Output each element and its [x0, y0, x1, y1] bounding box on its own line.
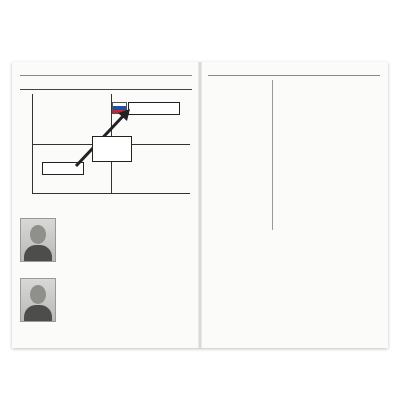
portrait-photo	[20, 218, 56, 262]
callout-box	[92, 136, 132, 162]
right-page	[200, 62, 388, 348]
biography-1	[20, 216, 192, 272]
header-rule	[208, 75, 380, 76]
portrait-body	[24, 245, 52, 262]
quadrant-figure	[20, 80, 192, 208]
body-text	[208, 80, 380, 342]
portrait-photo	[20, 278, 56, 322]
left-page	[12, 62, 200, 348]
portrait-head	[30, 225, 46, 244]
figure-title	[20, 80, 192, 90]
biography-name	[60, 277, 192, 286]
y-axis-label	[21, 104, 29, 194]
header-rule	[20, 75, 192, 76]
quadrant-plot	[32, 94, 190, 194]
x-axis-label	[32, 197, 190, 205]
book-spread	[12, 62, 388, 348]
running-header	[20, 67, 192, 75]
portrait-body	[24, 305, 52, 322]
biography-name	[60, 217, 192, 226]
biography-text	[60, 227, 192, 269]
portrait-head	[30, 285, 46, 304]
biography-text	[60, 287, 192, 329]
biography-2	[20, 276, 192, 332]
